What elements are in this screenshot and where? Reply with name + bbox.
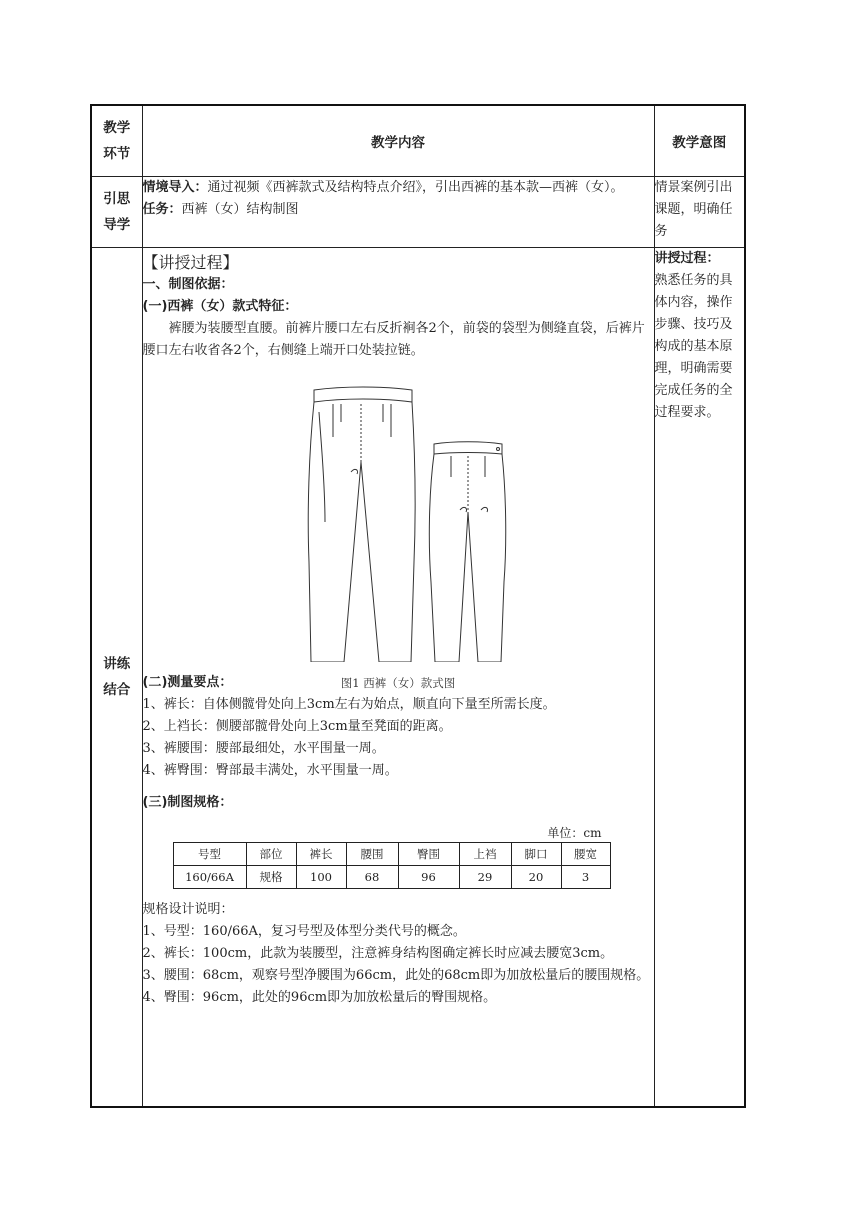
measure-item: 4、裤臀围：臀部最丰满处，水平围量一周。 [142,763,398,778]
measure-item: 3、裤腰围：腰部最细处，水平围量一周。 [142,741,385,756]
design-item: 2、裤长：100cm，此款为装腰型，注意裤身结构图确定裤长时应减去腰宽3cm。 [142,946,614,961]
spec-header-row [173,843,610,866]
unit-label: 单位：cm [547,826,602,840]
spec-value: 29 [459,866,511,889]
spec-value: 68 [346,866,398,889]
main-row [91,248,745,1108]
spec-header: 腰宽 [561,843,610,866]
main-content [142,248,654,1108]
design-item: 4、臀围：96cm，此处的96cm即为加放松量后的臀围规格。 [142,990,497,1005]
spec-table [173,842,611,889]
intro-row [91,177,745,248]
measure-item: 2、上裆长：侧腰部髋骨处向上3cm量至凳面的距离。 [142,719,452,734]
spec-header: 号型 [173,843,246,866]
spec-value: 96 [398,866,459,889]
spec-header: 臀围 [398,843,459,866]
lesson-plan-table [90,104,746,1108]
lecture-title: 【讲授过程】 [142,253,239,272]
measure-item: 1、裤长：自体侧髋骨处向上3cm左右为始点，顺直向下量至所需长度。 [142,697,556,712]
spec-value: 160/66A [173,866,246,889]
spec-value-row [173,866,610,889]
design-title: 规格设计说明： [142,902,234,917]
sub1-heading: (一)西裤（女）款式特征： [142,299,298,314]
spec-header: 上裆 [459,843,511,866]
style-description: 裤腰为装腰型直腰。前裤片腰口左右反折裥各2个，前袋的袋型为侧缝直袋，后裤片腰口左右收省各2个，右侧缝上端开口处装拉链。 [142,321,645,358]
intro-stage: 引思 导学 [91,177,142,248]
main-intent: 讲授过程： 熟悉任务的具体内容，操作步骤、技巧及构成的基本原理，明确需要完成任务的全过程要求。 [654,248,745,1108]
spec-value: 3 [561,866,610,889]
design-item: 1、号型：160/66A，复习号型及体型分类代号的概念。 [142,924,466,939]
trousers-illustration [143,362,639,662]
intro-content: 情境导入：通过视频《西裤款式及结构特点介绍》，引出西裤的基本款—西裤（女）。 任务：西裤（女）结构制图 [142,177,654,248]
spec-header: 裤长 [296,843,346,866]
figure-caption: 图1 西裤（女）款式图 [340,676,456,690]
spec-header: 部位 [246,843,296,866]
spec-value: 20 [511,866,561,889]
intro-intent: 情景案例引出课题，明确任务 [654,177,745,248]
spec-header: 脚口 [511,843,561,866]
spec-header: 腰围 [346,843,398,866]
main-stage: 讲练 结合 [91,248,142,1108]
sub2-heading: (二)测量要点： [142,675,233,690]
sub3-heading: (三)制图规格： [142,795,233,810]
header-intent: 教学意图 [654,105,745,177]
header-content: 教学内容 [142,105,654,177]
spec-value: 100 [296,866,346,889]
section1-heading: 一、制图依据： [142,277,234,292]
design-item: 3、腰围：68cm，观察号型净腰围为66cm，此处的68cm即为加放松量后的腰围规格。 [142,968,650,983]
spec-value: 规格 [246,866,296,889]
header-row [91,105,745,177]
header-stage: 教学 环节 [91,105,142,177]
